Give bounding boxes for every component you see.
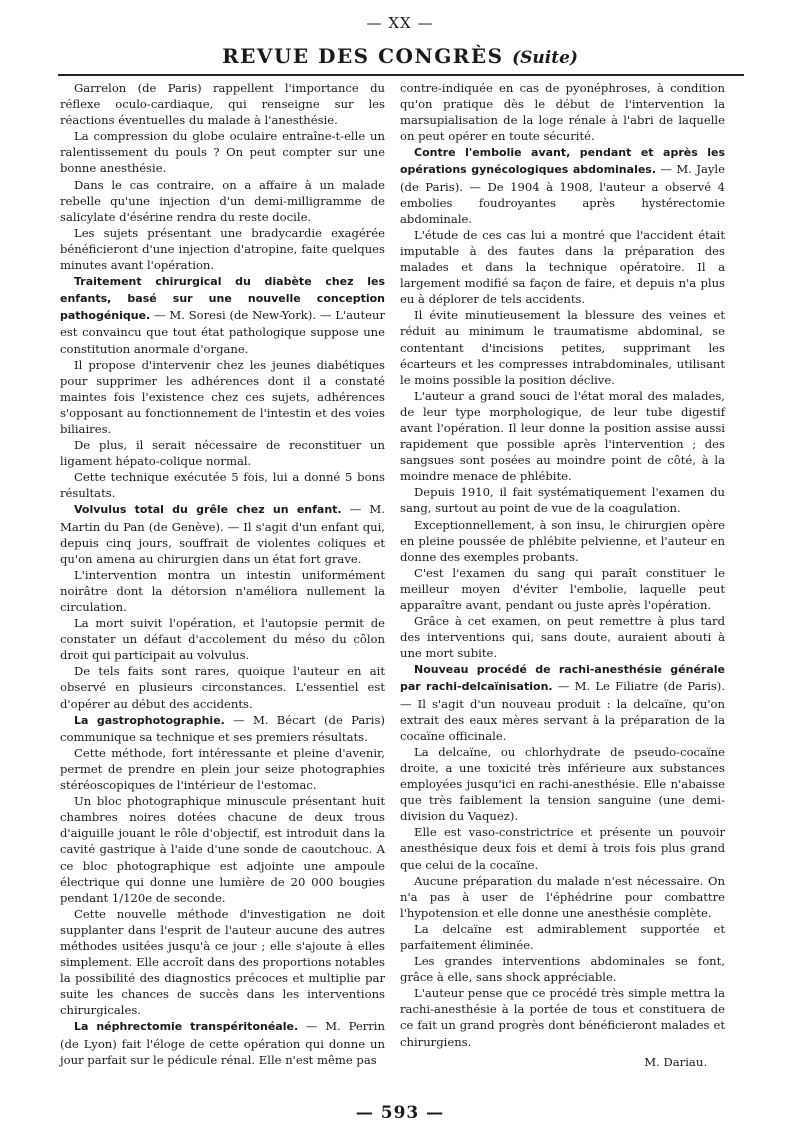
paragraph: De plus, il serait nécessaire de reconstituer un ligament hépato-colique normal. <box>60 438 385 469</box>
section-heading: Nouveau procédé de rachi-anesthésie générale par rachi-delcaïnisation. <box>400 663 725 694</box>
section-heading: Traitement chirurgical du diabète chez les enfants, basé sur une nouvelle conception pathogénique. <box>60 275 385 323</box>
section-paragraph <box>400 661 725 743</box>
paragraph: Cette technique exécutée 5 fois, lui a donné 5 bons résultats. <box>60 470 385 501</box>
paragraph: Cette nouvelle méthode d'investigation ne doit supplanter dans l'esprit de l'auteur aucune des autres méthodes usitées jusqu'à ce jour ; elle s'ajoute à elles simplement. Elle accroît dans des proportions notables la possibilité des diagnostics précoces et multiplie par suite les chances de succès dans les interventions chirurgicales. <box>60 906 385 1018</box>
paragraph: Les grandes interventions abdominales se font, grâce à elle, sans shock appréciable. <box>400 954 725 985</box>
section-body: — M. Martin du Pan (de Genève). — Il s'agit d'un enfant qui, depuis cinq jours, souffrait de violentes coliques et qu'on amena au chirurgien dans un état fort grave. <box>60 502 385 566</box>
header-rule <box>58 74 744 76</box>
paragraph: L'intervention montra un intestin uniformément noirâtre dont la détorsion n'améliora nullement la circulation. <box>60 567 385 614</box>
section-heading: Volvulus total du grêle chez un enfant. <box>74 503 342 517</box>
section-heading: Contre l'embolie avant, pendant et après les opérations gynécologiques abdominales. <box>400 146 725 177</box>
section-paragraph <box>60 273 385 356</box>
roman-folio: — XX — <box>366 14 434 32</box>
paragraph: Il propose d'intervenir chez les jeunes diabétiques pour supprimer les adhérences dont il a constaté maintes fois l'existence chez ces sujets, adhérences s'opposant au fonctionnement de l'intestin et des voies biliaires. <box>60 357 385 436</box>
section-heading: La néphrectomie transpéritonéale. <box>74 1020 299 1034</box>
paragraph: Elle est vaso-constrictrice et présente un pouvoir anesthésique deux fois et demi à trois fois plus grand que celui de la cocaïne. <box>400 825 725 872</box>
left-column <box>60 80 385 1068</box>
section-paragraph <box>60 712 385 745</box>
author-signature: M. Dariau. <box>644 1054 707 1069</box>
paragraph: Grâce à cet examen, on peut remettre à plus tard des interventions qui, sans doute, auraient abouti à une mort subite. <box>400 614 725 661</box>
page-title <box>0 44 800 68</box>
paragraph-continued: contre-indiquée en cas de pyonéphroses, à condition qu'on pratique dès le début de l'intervention la marsupialisation de la loge rénale à l'abri de laquelle on peut opérer en toute sécurité. <box>400 81 725 144</box>
paragraph: Aucune préparation du malade n'est nécessaire. On n'a pas à user de l'éphédrine pour combattre l'hypotension et elle donne une anesthésie complète. <box>400 873 725 920</box>
paragraph: De tels faits sont rares, quoique l'auteur en ait observé en plusieurs circonstances. L'essentiel est d'opérer au début des accidents. <box>60 664 385 711</box>
paragraph: La delcaïne est admirablement supportée et parfaitement éliminée. <box>400 921 725 952</box>
section-paragraph <box>60 1018 385 1067</box>
paragraph: La delcaïne, ou chlorhydrate de pseudo-cocaïne droite, a une toxicité très inférieure aux substances employées jusqu'ici en rachi-anesthésie. Elle n'abaisse que très faiblement la tension sanguine (une demi-division du Vaquez). <box>400 744 725 824</box>
section-paragraph <box>400 144 725 226</box>
paragraph: L'auteur a grand souci de l'état moral des malades, de leur type morphologique, de leur tube digestif avant l'opération. Il leur donne la position assise aussi rapidement que possible après l'intervention ; des sangsues sont posées au moindre point de côté, à la moindre menace de phlébite. <box>400 388 725 484</box>
section-body: — M. Bécart (de Paris) communique sa technique et ses premiers résultats. <box>60 712 385 744</box>
paragraph: Il évite minutieusement la blessure des veines et réduit au minimum le traumatisme abdominal, se contentant d'incisions petites, supprimant les écarteurs et les compresses intrabdominales, utilisant le moins possible la position déclive. <box>400 308 725 387</box>
paragraph: Depuis 1910, il fait systématiquement l'examen du sang, surtout au point de vue de la coagulation. <box>400 485 725 516</box>
paragraph: Garrelon (de Paris) rappellent l'importance du réflexe oculo-cardiaque, qui renseigne sur les réactions éventuelles du malade à l'anesthésie. <box>60 81 385 128</box>
section-body: — M. Perrin (de Lyon) fait l'éloge de cette opération qui donne un jour parfait sur le pédicule rénal. Elle n'est même pas <box>60 1019 385 1067</box>
paragraph: La mort suivit l'opération, et l'autopsie permit de constater un défaut d'accolement du méso du côlon droit qui participait au volvulus. <box>60 616 385 663</box>
paragraph: Dans le cas contraire, on a affaire à un malade rebelle qu'une injection d'un demi-milligramme de salicylate d'ésérine rendra du reste docile. <box>60 177 385 224</box>
paragraph: Les sujets présentant une bradycardie exagérée bénéficieront d'une injection d'atropine, faite quelques minutes avant l'opération. <box>60 225 385 273</box>
right-column <box>400 80 725 1070</box>
paragraph: L'étude de ces cas lui a montré que l'accident était imputable à des fautes dans la préparation des malades et dans la technique opératoire. Il a largement modifié sa façon de faire, et depuis n'a plus eu à déplorer de tels accidents. <box>400 227 725 307</box>
page-number: — 593 — <box>355 1103 445 1123</box>
section-body: — M. Soresi (de New-York). — L'auteur est convaincu que tout état pathologique suppose une constitution anormale d'organe. <box>60 308 385 356</box>
paragraph: L'auteur pense que ce procédé très simple mettra la rachi-anesthésie à la portée de tous et constituera de ce fait un grand progrès dont bénéficieront malades et chirurgiens. <box>400 986 725 1049</box>
paragraph: Un bloc photographique minuscule présentant huit chambres noires dotées chacune de deux trous d'aiguille jouant le rôle d'objectif, est introduit dans la cavité gastrique à l'aide d'une sonde de caoutchouc. A ce bloc photographique est adjointe une ampoule électrique qui donne une lumière de 20 000 bougies pendant 1/120e de seconde. <box>60 794 385 905</box>
section-paragraph <box>60 501 385 566</box>
title-suite: (Suite) <box>512 48 578 68</box>
section-body: — M. Jayle (de Paris). — De 1904 à 1908, l'auteur a observé 4 embolies foudroyantes après hystérectomie abdominale. <box>400 162 725 226</box>
title-text: REVUE DES CONGRÈS <box>222 44 504 68</box>
paragraph: C'est l'examen du sang qui paraît constituer le meilleur moyen d'éviter l'embolie, laquelle peut apparaître avant, pendant ou juste après l'opération. <box>400 565 725 612</box>
paragraph: Cette méthode, fort intéressante et pleine d'avenir, permet de prendre en plein jour seize photographies stéréoscopiques de l'intérieur de l'estomac. <box>60 745 385 793</box>
section-body: — M. Le Filiatre (de Paris). — Il s'agit d'un nouveau produit : la delcaïne, qu'on extrait des eaux mères servant à la préparation de la cocaïne officinale. <box>400 679 726 743</box>
paragraph: La compression du globe oculaire entraîne-t-elle un ralentissement du pouls ? On peut compter sur une bonne anesthésie. <box>60 129 385 176</box>
paragraph: Exceptionnellement, à son insu, le chirurgien opère en pleine poussée de phlébite pelvienne, et l'auteur en donne des exemples probants. <box>400 517 725 564</box>
section-heading: La gastrophotographie. <box>74 713 225 727</box>
